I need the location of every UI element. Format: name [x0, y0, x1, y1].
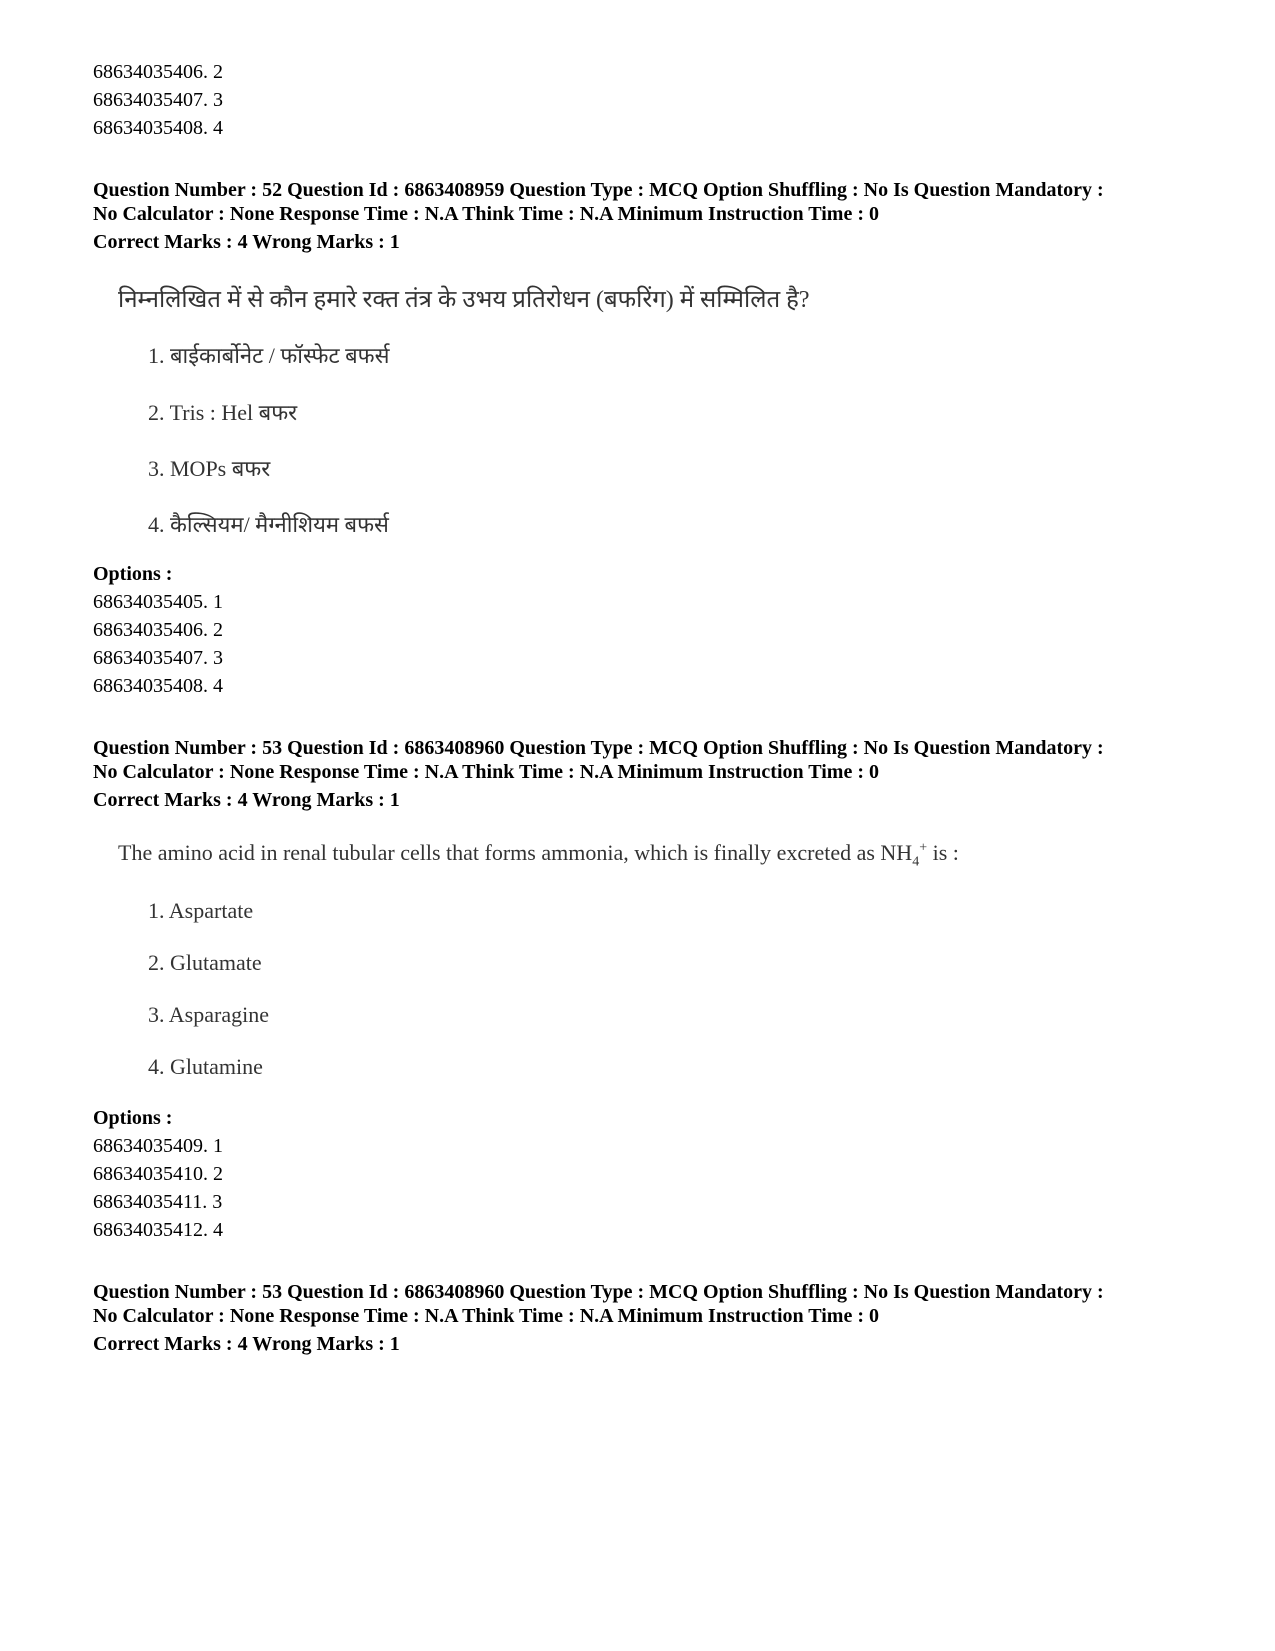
question-52-meta: [93, 178, 1213, 226]
question-53-choice: 3. Asparagine: [148, 1002, 269, 1027]
question-53-choice: 2. Glutamate: [148, 950, 262, 975]
option-row: 68634035411. 3: [93, 1191, 223, 1213]
question-52-image: [93, 280, 993, 550]
question-53-marks: Correct Marks : 4 Wrong Marks : 1: [93, 789, 400, 811]
question-52-choice: 3. MOPs बफर: [148, 456, 271, 481]
option-row: 68634035408. 4: [93, 675, 223, 697]
question-52-marks: Correct Marks : 4 Wrong Marks : 1: [93, 231, 400, 253]
option-row: 68634035405. 1: [93, 591, 223, 613]
question-52-choice: 1. बाईकार्बोनेट / फॉस्फेट बफर्स: [148, 343, 390, 368]
option-row: 68634035408. 4: [93, 117, 223, 139]
question-53-choice: 4. Glutamine: [148, 1054, 263, 1079]
question-52-text: निम्नलिखित में से कौन हमारे रक्त तंत्र के उभय प्रतिरोधन (बफरिंग) में सम्मिलित है?: [118, 287, 810, 313]
question-meta-line: No Calculator : None Response Time : N.A Think Time : N.A Minimum Instruction Time : 0: [93, 203, 879, 225]
option-row: 68634035406. 2: [93, 619, 223, 641]
question-52-choice: 4. कैल्सियम/ मैग्नीशियम बफर्स: [148, 512, 389, 537]
option-row: 68634035409. 1: [93, 1135, 223, 1157]
option-row: 68634035406. 2: [93, 61, 223, 83]
option-row: 68634035407. 3: [93, 647, 223, 669]
options-label: Options :: [93, 563, 173, 585]
question-53-meta: [93, 736, 1213, 784]
question-53-text: The amino acid in renal tubular cells that forms ammonia, which is finally excreted as $NH_4^+$ is :: [118, 840, 959, 870]
option-row: 68634035407. 3: [93, 89, 223, 111]
question-meta-line: Question Number : 53 Question Id : 6863408960 Question Type : MCQ Option Shuffling : No Is Question Mandatory :: [93, 737, 1104, 759]
options-label: Options :: [93, 1107, 173, 1129]
question-meta-line: No Calculator : None Response Time : N.A Think Time : N.A Minimum Instruction Time : 0: [93, 761, 879, 783]
option-row: 68634035410. 2: [93, 1163, 223, 1185]
option-row: 68634035412. 4: [93, 1219, 223, 1241]
question-meta-line: No Calculator : None Response Time : N.A Think Time : N.A Minimum Instruction Time : 0: [93, 1305, 879, 1327]
question-53-repeat-marks: Correct Marks : 4 Wrong Marks : 1: [93, 1333, 400, 1355]
question-meta-line: Question Number : 52 Question Id : 6863408959 Question Type : MCQ Option Shuffling : No Is Question Mandatory :: [93, 179, 1104, 201]
question-meta-line: Question Number : 53 Question Id : 6863408960 Question Type : MCQ Option Shuffling : No Is Question Mandatory :: [93, 1281, 1104, 1303]
question-53-choice: 1. Aspartate: [148, 898, 254, 923]
question-53-image: [93, 838, 1043, 1088]
question-52-choice: 2. Tris : Hel बफर: [148, 400, 298, 425]
question-53-repeat-meta: [93, 1280, 1213, 1328]
